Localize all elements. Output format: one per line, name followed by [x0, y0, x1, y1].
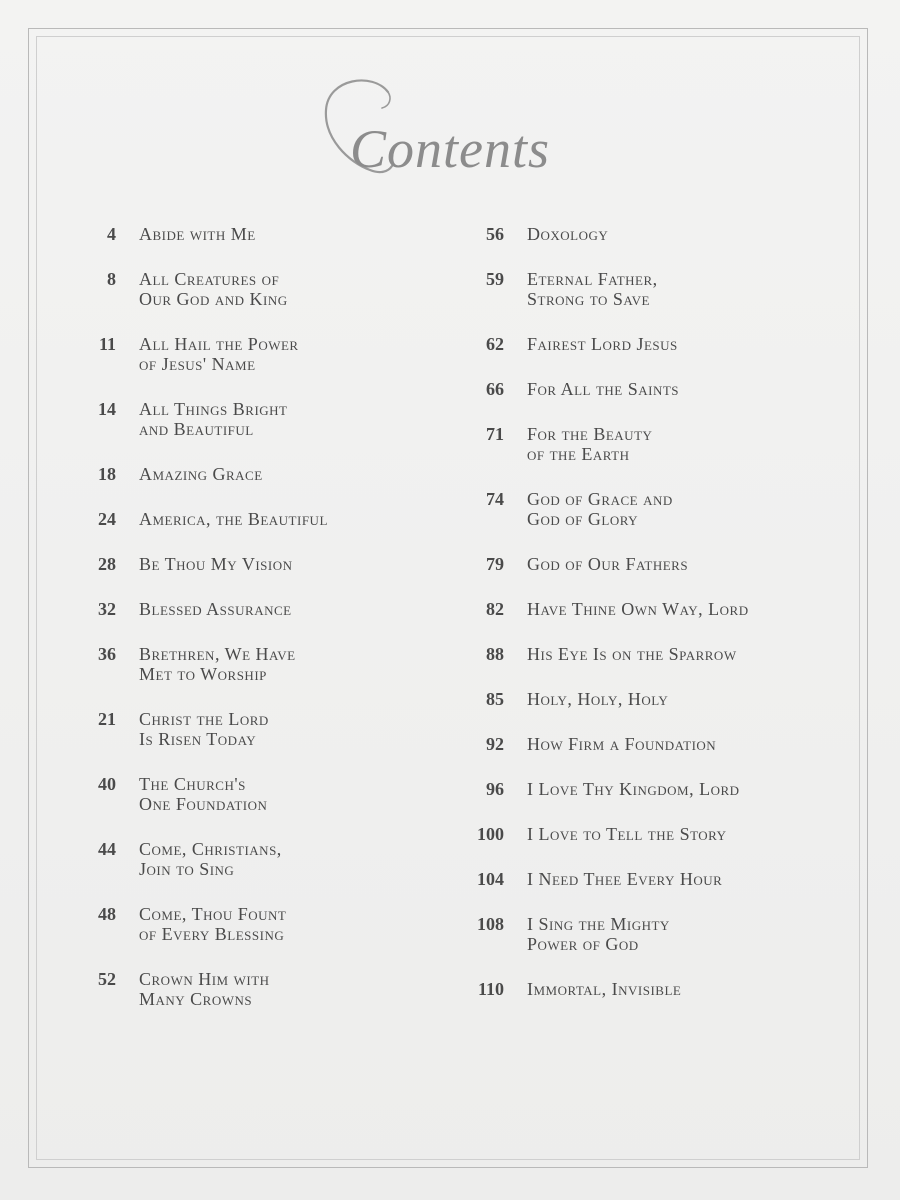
hymn-title	[139, 967, 270, 1009]
hymn-title-line: Come, Christians,	[139, 839, 282, 859]
contents-entry[interactable]	[80, 597, 440, 620]
hymn-title	[139, 902, 286, 944]
contents-entry[interactable]	[466, 332, 846, 355]
page-number: 108	[477, 914, 504, 934]
hymn-title	[527, 267, 658, 309]
hymn-title-line: Many Crowns	[139, 989, 253, 1009]
hymn-title	[527, 732, 716, 754]
page-number: 66	[486, 379, 504, 399]
hymn-title-line: Doxology	[527, 224, 609, 244]
hymn-title	[527, 642, 737, 664]
page-number: 48	[98, 904, 116, 924]
page-number: 59	[486, 269, 504, 289]
page-number: 8	[107, 269, 116, 289]
page-number: 62	[486, 334, 504, 354]
page-number: 52	[98, 969, 116, 989]
contents-entry[interactable]	[466, 267, 846, 309]
contents-entry[interactable]	[80, 642, 440, 684]
hymn-title	[139, 552, 293, 574]
hymn-title-line: God of Grace and	[527, 489, 673, 509]
hymn-title	[139, 462, 263, 484]
contents-entry[interactable]	[80, 462, 440, 485]
page-number: 14	[98, 399, 116, 419]
page-number: 74	[486, 489, 504, 509]
hymn-title-line: of Jesus' Name	[139, 354, 256, 374]
page-number: 18	[98, 464, 116, 484]
page-number: 36	[98, 644, 116, 664]
page-number: 92	[486, 734, 504, 754]
page-number: 110	[477, 979, 504, 999]
hymn-title-line: Our God and King	[139, 289, 288, 309]
hymn-title-line: and Beautiful	[139, 419, 254, 439]
hymn-title-line: The Church's	[139, 774, 246, 794]
hymn-title-line: Strong to Save	[527, 289, 650, 309]
page-number: 56	[486, 224, 504, 244]
contents-entry[interactable]	[466, 822, 846, 845]
hymn-title	[527, 332, 678, 354]
page-number: 82	[486, 599, 504, 619]
hymn-title-line: For the Beauty	[527, 424, 653, 444]
contents-entry[interactable]	[80, 267, 440, 309]
contents-entry[interactable]	[466, 422, 846, 464]
contents-entry[interactable]	[466, 487, 846, 529]
hymn-title	[139, 507, 328, 529]
hymn-title	[527, 377, 679, 399]
page-number: 40	[98, 774, 116, 794]
page-number: 11	[98, 334, 116, 354]
hymn-title-line: Amazing Grace	[139, 464, 263, 484]
hymn-title	[139, 837, 282, 879]
page-number: 85	[486, 689, 504, 709]
hymn-title	[139, 642, 296, 684]
hymn-title-line: Crown Him with	[139, 969, 270, 989]
hymn-title-line: Is Risen Today	[139, 729, 257, 749]
page-number: 100	[477, 824, 504, 844]
hymn-title-line: I Need Thee Every Hour	[527, 869, 723, 889]
hymn-title-line: Brethren, We Have	[139, 644, 296, 664]
contents-entry[interactable]	[80, 707, 440, 749]
hymn-title	[527, 222, 608, 244]
contents-entry[interactable]	[466, 597, 846, 620]
hymn-title-line: Christ the Lord	[139, 709, 269, 729]
contents-entry[interactable]	[466, 642, 846, 665]
hymn-title	[527, 597, 749, 619]
hymn-title-line: Abide with Me	[139, 224, 256, 244]
hymn-title	[139, 267, 288, 309]
page-number: 21	[98, 709, 116, 729]
contents-entry[interactable]	[466, 687, 846, 710]
hymn-title	[139, 772, 267, 814]
hymn-title	[139, 707, 269, 749]
hymn-title-line: of the Earth	[527, 444, 630, 464]
hymn-title-line: I Love to Tell the Story	[527, 824, 727, 844]
hymn-title-line: All Hail the Power	[139, 334, 299, 354]
page-title	[0, 70, 900, 190]
hymn-title-line: All Things Bright	[139, 399, 288, 419]
contents-entry[interactable]	[80, 332, 440, 374]
contents-entry[interactable]	[466, 777, 846, 800]
page-number: 32	[98, 599, 116, 619]
page-number: 44	[98, 839, 116, 859]
hymn-title-line: His Eye Is on the Sparrow	[527, 644, 737, 664]
hymn-title	[527, 552, 688, 574]
hymn-title-line: America, the Beautiful	[139, 509, 328, 529]
hymn-title	[139, 597, 292, 619]
hymn-title	[527, 867, 722, 889]
contents-entry[interactable]	[466, 977, 846, 1000]
hymn-title-line: Met to Worship	[139, 664, 267, 684]
hymn-title-line: of Every Blessing	[139, 924, 285, 944]
hymn-title	[527, 912, 670, 954]
hymn-title	[527, 822, 727, 844]
hymn-title-line: All Creatures of	[139, 269, 280, 289]
hymn-title-line: One Foundation	[139, 794, 268, 814]
contents-entry[interactable]	[466, 552, 846, 575]
hymn-title-line: God of Glory	[527, 509, 639, 529]
contents-entry[interactable]	[80, 837, 440, 879]
contents-entry[interactable]	[80, 772, 440, 814]
contents-entry[interactable]	[466, 732, 846, 755]
hymn-title-line: Eternal Father,	[527, 269, 658, 289]
page-number: 79	[486, 554, 504, 574]
hymn-title-line: Come, Thou Fount	[139, 904, 287, 924]
hymn-title-line: Holy, Holy, Holy	[527, 689, 669, 709]
hymn-title	[527, 977, 681, 999]
hymn-title	[139, 332, 299, 374]
hymn-title	[527, 422, 652, 464]
hymn-title-line: Fairest Lord Jesus	[527, 334, 678, 354]
hymn-title	[527, 687, 668, 709]
hymn-title	[527, 777, 740, 799]
contents-entry[interactable]	[466, 222, 846, 245]
page-number: 96	[486, 779, 504, 799]
hymn-title-line: Join to Sing	[139, 859, 235, 879]
hymn-title	[139, 222, 256, 244]
hymn-title-line: Blessed Assurance	[139, 599, 292, 619]
title-text: Contents	[349, 119, 550, 179]
hymn-title-line: Power of God	[527, 934, 639, 954]
contents-entry[interactable]	[80, 967, 440, 1009]
hymn-title-line: God of Our Fathers	[527, 554, 689, 574]
hymn-title-line: Immortal, Invisible	[527, 979, 682, 999]
hymn-title	[527, 487, 673, 529]
contents-entry[interactable]	[80, 552, 440, 575]
hymn-title-line: Have Thine Own Way, Lord	[527, 599, 749, 619]
contents-entry[interactable]	[466, 912, 846, 954]
contents-entry[interactable]	[80, 902, 440, 944]
page-number: 24	[98, 509, 116, 529]
hymn-title	[139, 397, 288, 439]
hymn-title-line: How Firm a Foundation	[527, 734, 717, 754]
page-number: 88	[486, 644, 504, 664]
contents-entry[interactable]	[466, 377, 846, 400]
hymn-title-line: I Love Thy Kingdom, Lord	[527, 779, 740, 799]
page-number: 28	[98, 554, 116, 574]
contents-entry[interactable]	[80, 397, 440, 439]
contents-entry[interactable]	[80, 222, 440, 245]
hymn-title-line: I Sing the Mighty	[527, 914, 670, 934]
hymn-title-line: For All the Saints	[527, 379, 680, 399]
page-number: 4	[107, 224, 116, 244]
hymn-title-line: Be Thou My Vision	[139, 554, 293, 574]
contents-entry[interactable]	[80, 507, 440, 530]
page-number: 104	[477, 869, 504, 889]
contents-entry[interactable]	[466, 867, 846, 890]
page-number: 71	[486, 424, 504, 444]
